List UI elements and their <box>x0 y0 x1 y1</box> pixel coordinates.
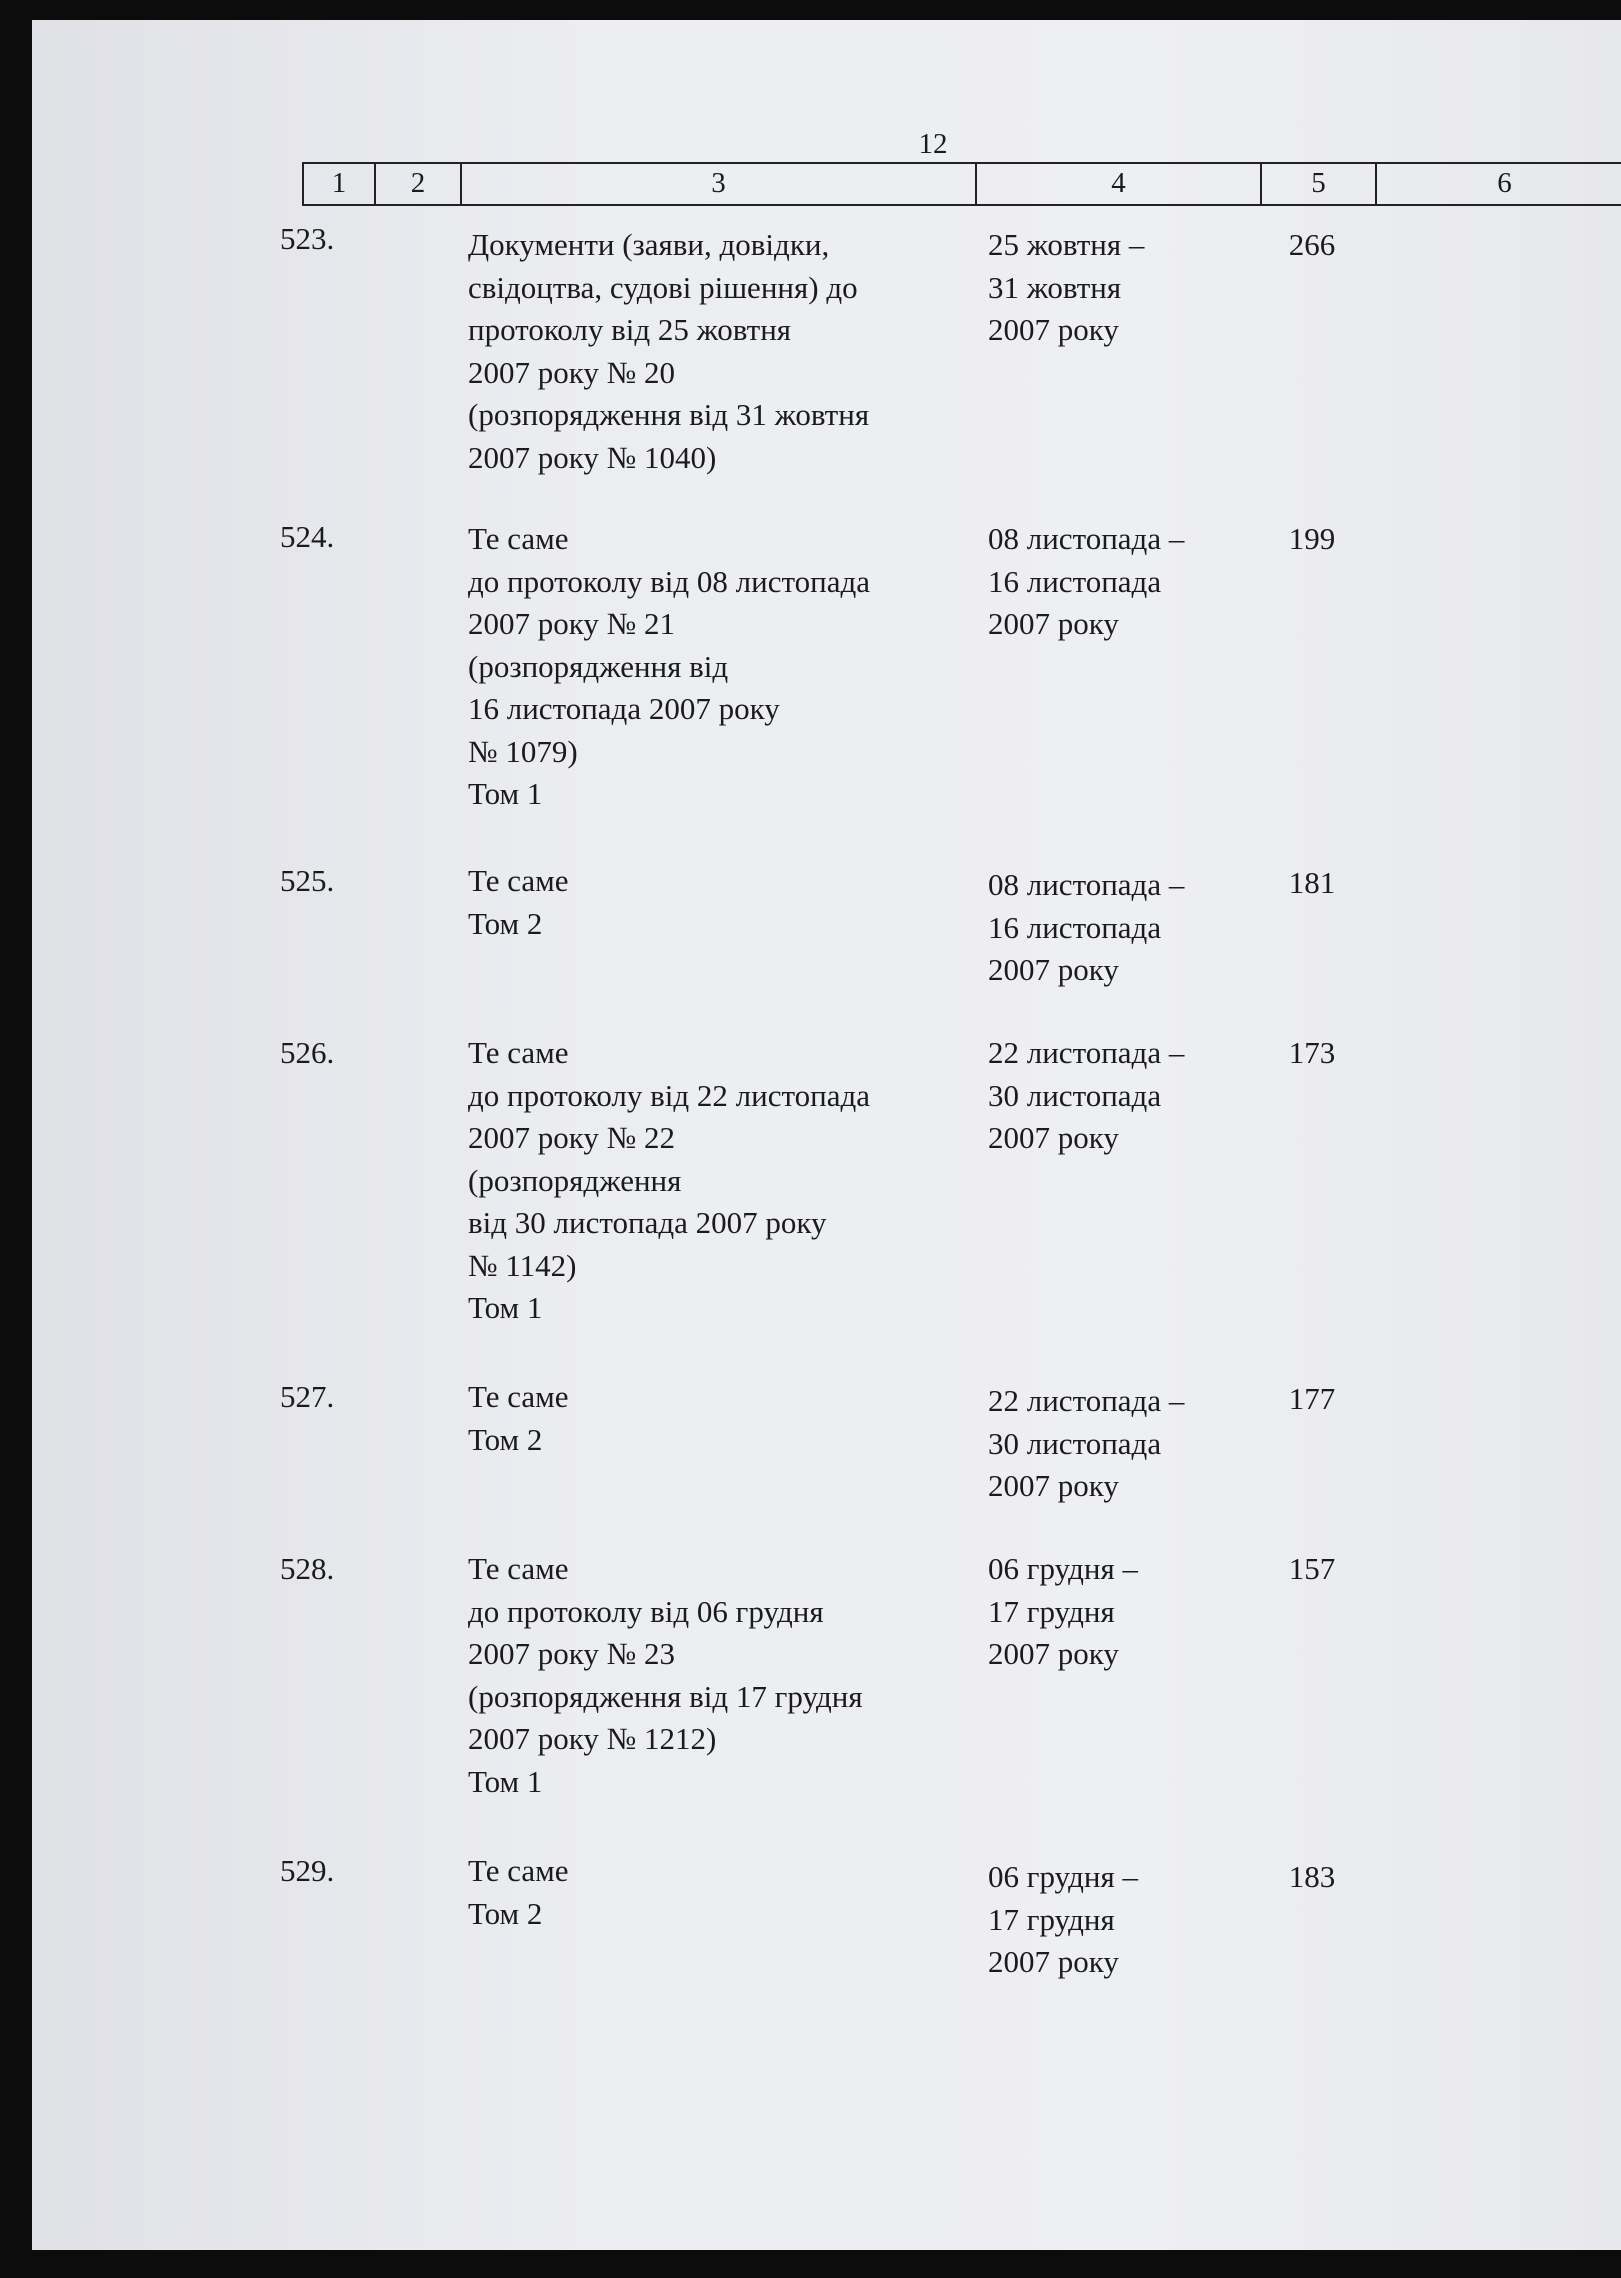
row-sheet-count: 183 <box>1288 1859 1336 1894</box>
title-line: Те саме <box>468 1853 569 1888</box>
title-line: № 1079) <box>468 733 578 769</box>
column-header-row <box>302 162 1621 206</box>
row-dates <box>988 1380 1248 1508</box>
date-line: 22 листопада – <box>988 1035 1185 1070</box>
title-line: до протоколу від 08 листопада <box>468 563 871 599</box>
title-line: Те саме <box>468 521 569 556</box>
date-line: 22 листопада – <box>988 1383 1185 1418</box>
row-number: 528. <box>280 1551 335 1586</box>
title-line: Те саме <box>468 863 569 898</box>
title-line: Те саме <box>468 1551 569 1586</box>
row-sheet-count: 157 <box>1288 1551 1336 1586</box>
row-number: 525. <box>280 863 335 898</box>
title-line: 2007 року № 22 <box>468 1120 675 1155</box>
title-line: Те саме <box>468 1379 569 1414</box>
row-sheet-count: 173 <box>1288 1035 1336 1070</box>
date-line: 17 грудня <box>988 1901 1115 1937</box>
header-col-3: 3 <box>460 164 975 204</box>
row-title <box>468 518 978 816</box>
date-line: 2007 року <box>988 606 1119 641</box>
row-number: 524. <box>280 519 335 554</box>
date-line: 06 грудня – <box>988 1551 1138 1586</box>
title-line: Том 1 <box>468 776 543 811</box>
date-line: 2007 року <box>988 1120 1119 1155</box>
date-line: 2007 року <box>988 312 1119 347</box>
row-dates <box>988 224 1248 352</box>
title-line: Документи (заяви, довідки, <box>468 227 830 262</box>
row-dates <box>988 1548 1248 1676</box>
title-line: (розпорядження <box>468 1162 682 1198</box>
title-line: Том 2 <box>468 905 543 941</box>
date-line: 17 грудня <box>988 1593 1115 1629</box>
title-line: 2007 року № 1212) <box>468 1721 717 1756</box>
date-line: 2007 року <box>988 952 1119 987</box>
date-line: 2007 року <box>988 1944 1119 1979</box>
row-sheet-count: 181 <box>1288 865 1336 900</box>
row-number: 523. <box>280 221 335 256</box>
title-line: (розпорядження від <box>468 648 729 684</box>
header-col-6: 6 <box>1375 164 1621 204</box>
date-line: 31 жовтня <box>988 269 1122 305</box>
title-line: 2007 року № 23 <box>468 1636 675 1671</box>
document-page <box>32 20 1621 2250</box>
title-line: (розпорядження від 17 грудня <box>468 1678 863 1714</box>
row-title <box>468 1548 978 1803</box>
title-line: свідоцтва, судові рішення) до <box>468 269 858 305</box>
date-line: 08 листопада – <box>988 867 1185 902</box>
date-line: 30 листопада <box>988 1077 1162 1113</box>
title-line: від 30 листопада 2007 року <box>468 1205 827 1240</box>
date-line: 06 грудня – <box>988 1859 1138 1894</box>
title-line: № 1142) <box>468 1247 577 1283</box>
header-col-4: 4 <box>975 164 1260 204</box>
row-dates <box>988 518 1248 646</box>
row-sheet-count: 199 <box>1288 521 1336 556</box>
title-line: протоколу від 25 жовтня <box>468 312 792 347</box>
date-line: 2007 року <box>988 1468 1119 1503</box>
row-number: 526. <box>280 1035 335 1070</box>
row-number: 529. <box>280 1853 335 1888</box>
row-title <box>468 860 978 945</box>
title-line: Те саме <box>468 1035 569 1070</box>
row-number: 527. <box>280 1379 335 1414</box>
row-dates <box>988 1032 1248 1160</box>
title-line: 16 листопада 2007 року <box>468 691 780 726</box>
date-line: 16 листопада <box>988 563 1162 599</box>
date-line: 30 листопада <box>988 1425 1162 1461</box>
row-sheet-count: 266 <box>1288 227 1336 262</box>
row-dates <box>988 1856 1248 1984</box>
title-line: (розпорядження від 31 жовтня <box>468 397 870 432</box>
title-line: 2007 року № 21 <box>468 606 675 641</box>
date-line: 2007 року <box>988 1636 1119 1671</box>
date-line: 25 жовтня – <box>988 227 1145 262</box>
row-title <box>468 1032 978 1330</box>
date-line: 08 листопада – <box>988 521 1185 556</box>
page-number: 12 <box>918 128 948 160</box>
title-line: 2007 року № 20 <box>468 354 675 390</box>
title-line: 2007 року № 1040) <box>468 439 717 475</box>
header-col-2: 2 <box>374 164 460 204</box>
row-title <box>468 1850 978 1935</box>
header-col-5: 5 <box>1260 164 1375 204</box>
row-title <box>468 1376 978 1461</box>
title-line: до протоколу від 22 листопада <box>468 1077 871 1113</box>
title-line: Том 1 <box>468 1763 543 1799</box>
date-line: 16 листопада <box>988 909 1162 945</box>
row-title <box>468 224 978 479</box>
title-line: до протоколу від 06 грудня <box>468 1593 824 1629</box>
title-line: Том 1 <box>468 1290 543 1325</box>
header-col-1: 1 <box>302 164 374 204</box>
row-sheet-count: 177 <box>1288 1381 1336 1416</box>
row-dates <box>988 864 1248 992</box>
title-line: Том 2 <box>468 1421 543 1457</box>
title-line: Том 2 <box>468 1895 543 1931</box>
